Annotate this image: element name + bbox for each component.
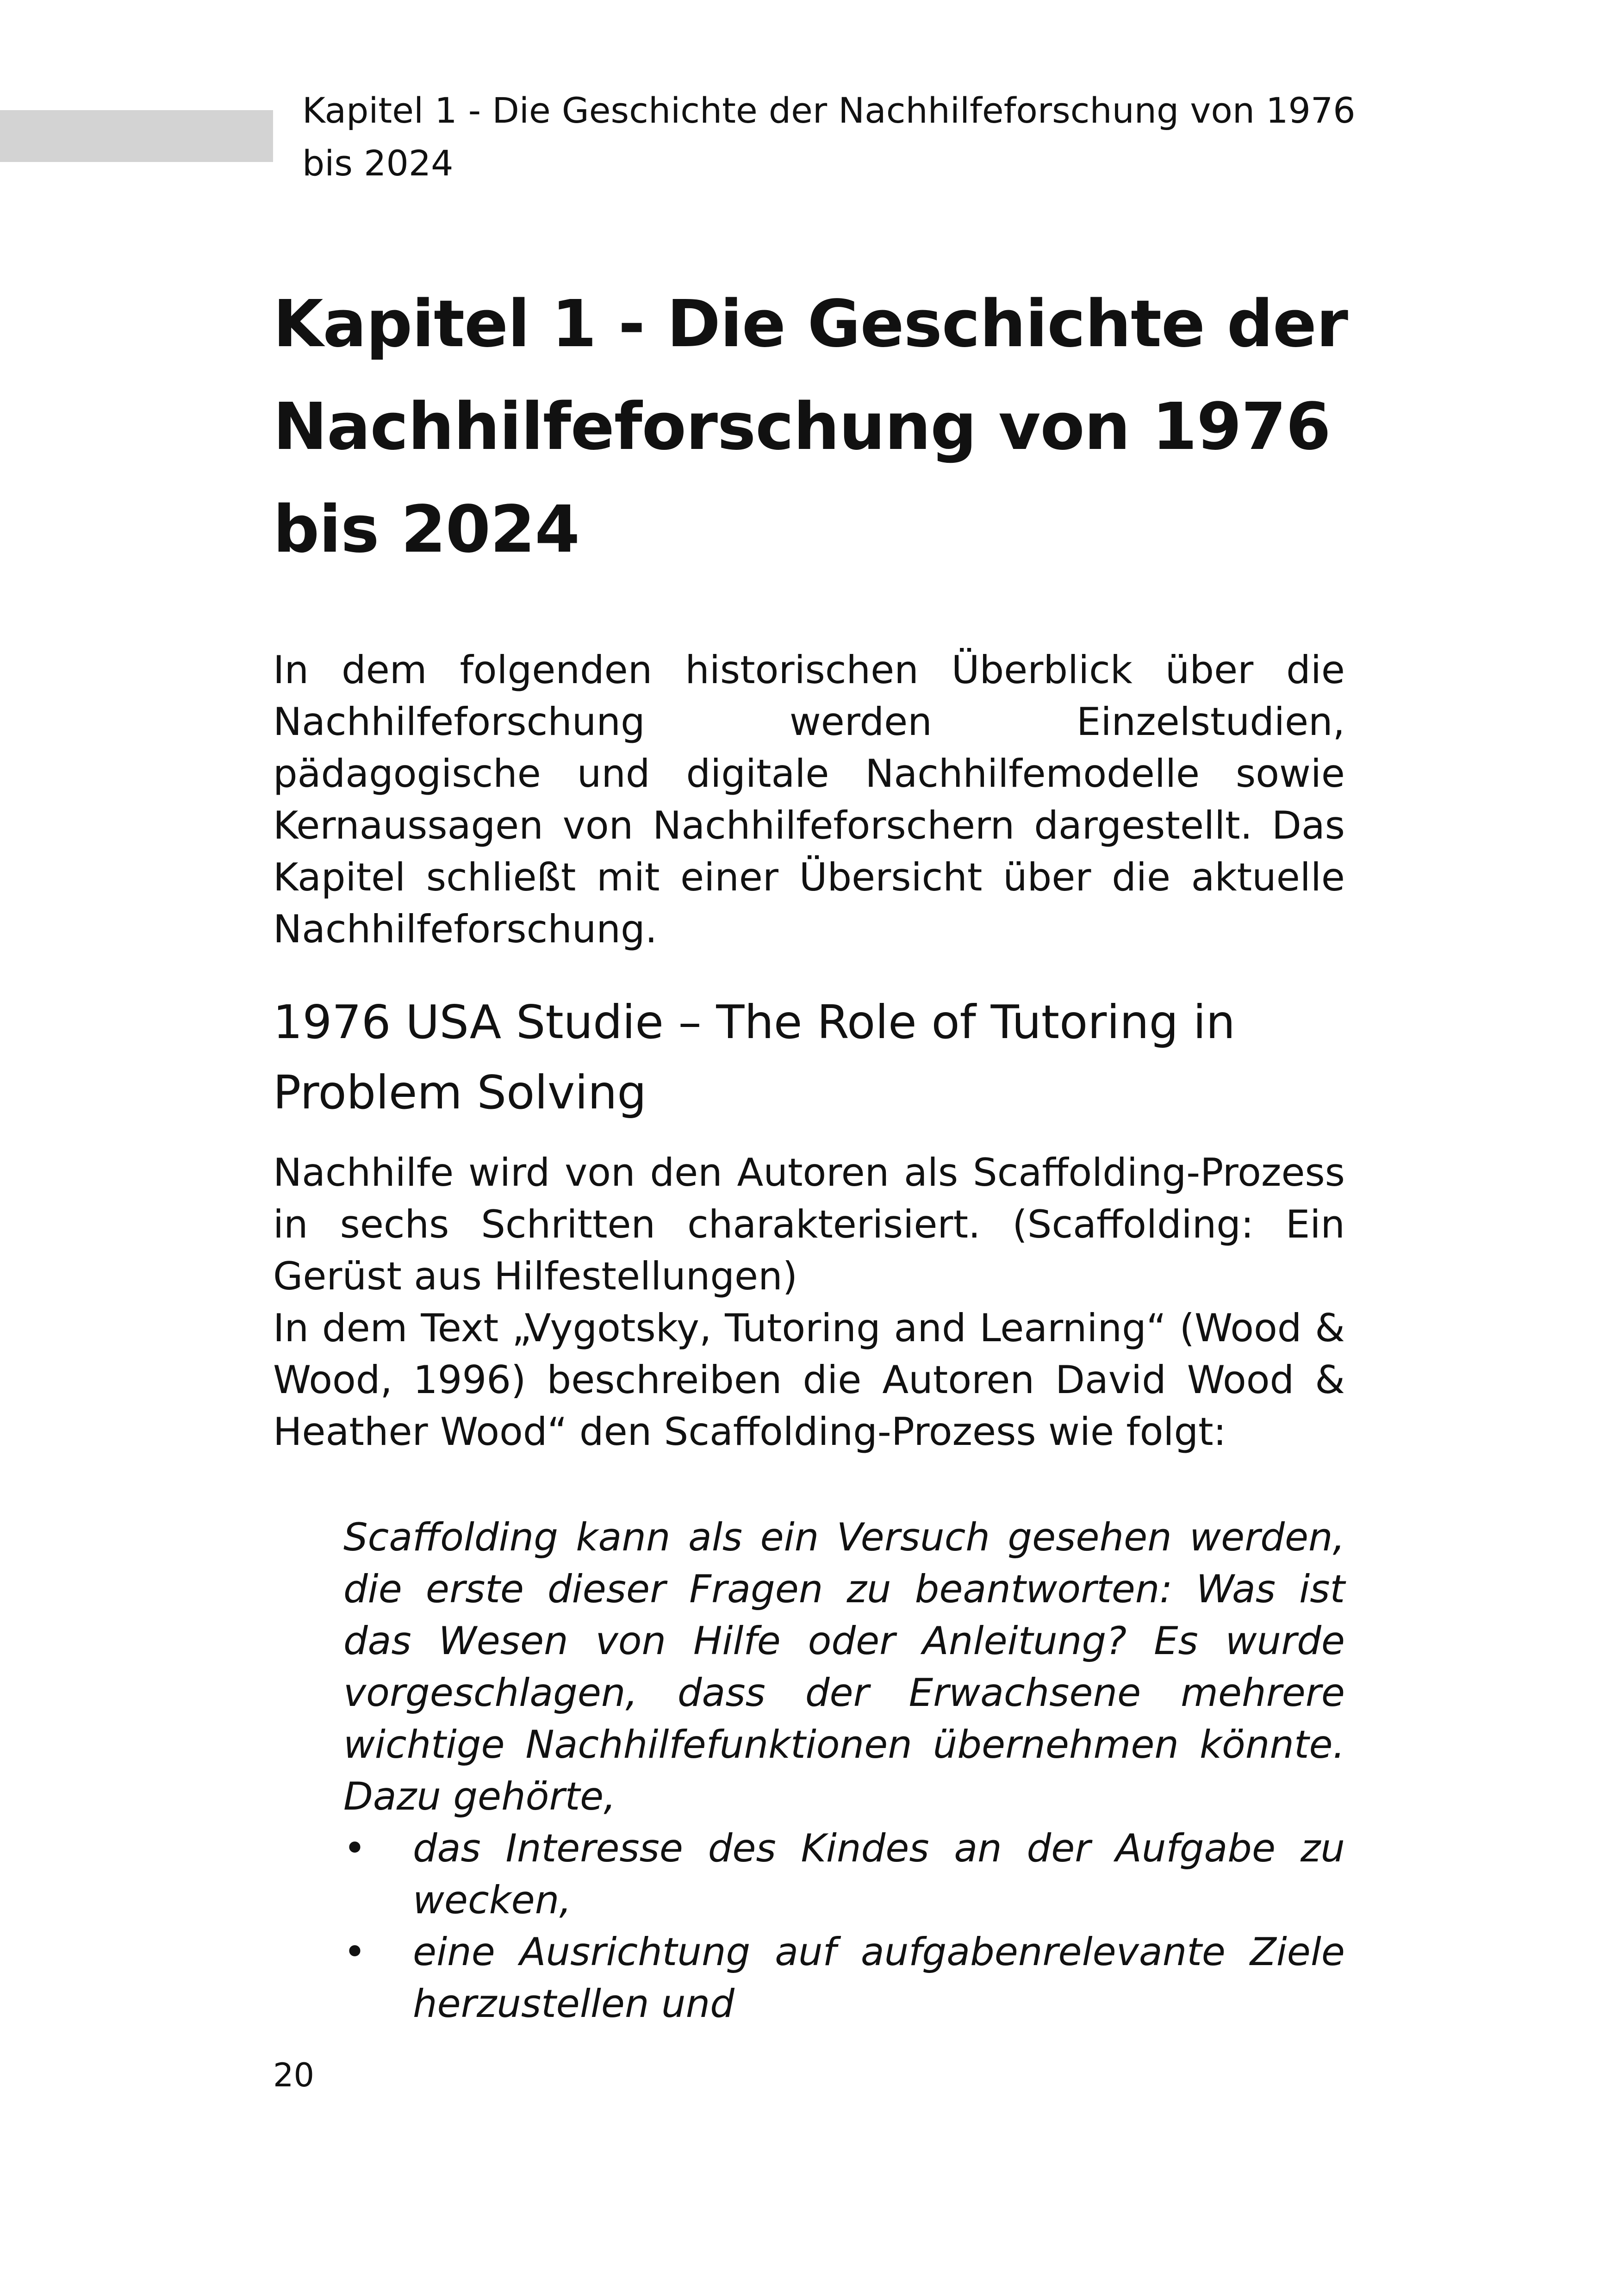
header-accent-bar	[0, 110, 273, 162]
page-number: 20	[273, 2056, 315, 2094]
intro-paragraph: In dem folgenden historischen Überblick über die Nachhilfeforschung werden Einzelstudien, pädagogische und digitale Nachhilfemodelle sowie Kernaussagen von Nachhilfeforschern dargestellt. Das Kapitel schließt mit einer Übersicht über die aktuelle Nachhilfeforschung.	[273, 647, 1345, 952]
section-paragraph: Nachhilfe wird von den Autoren als Scaffolding-Prozess in sechs Schritten charakterisiert. (Scaffolding: Ein Gerüst aus Hilfestellungen)	[273, 1150, 1345, 1299]
list-item	[343, 1926, 1345, 2030]
section-paragraph: In dem Text „Vygotsky, Tutoring and Learning“ (Wood & Wood, 1996) beschreiben die Autoren David Wood & Heather Wood“ den Scaffolding-Prozess wie folgt:	[273, 1306, 1345, 1454]
bullet-icon: •	[343, 1929, 366, 1974]
list-item-text: eine Ausrichtung auf aufgabenrelevante Ziele herzustellen und	[413, 1929, 1345, 2026]
list-item	[343, 1823, 1345, 1926]
section-body	[273, 1147, 1345, 1458]
list-item-text: das Interesse des Kindes an der Aufgabe zu wecken,	[413, 1826, 1345, 1923]
chapter-title: Kapitel 1 - Die Geschichte der Nachhilfeforschung von 1976 bis 2024	[273, 286, 1348, 567]
bullet-icon: •	[343, 1826, 366, 1871]
quote-bullet-list	[343, 1823, 1345, 2030]
running-header: Kapitel 1 - Die Geschichte der Nachhilfeforschung von 1976 bis 2024	[302, 90, 1356, 184]
block-quote: Scaffolding kann als ein Versuch gesehen werden, die erste dieser Fragen zu beantworten: Was ist das Wesen von Hilfe oder Anleitung? Es wurde vorgeschlagen, dass der Erwachsene mehrere wichtige Nachhilfefunktionen übernehmen könnte. Dazu gehörte,	[343, 1515, 1345, 1819]
section-heading: 1976 USA Studie – The Role of Tutoring in Problem Solving	[273, 995, 1236, 1120]
